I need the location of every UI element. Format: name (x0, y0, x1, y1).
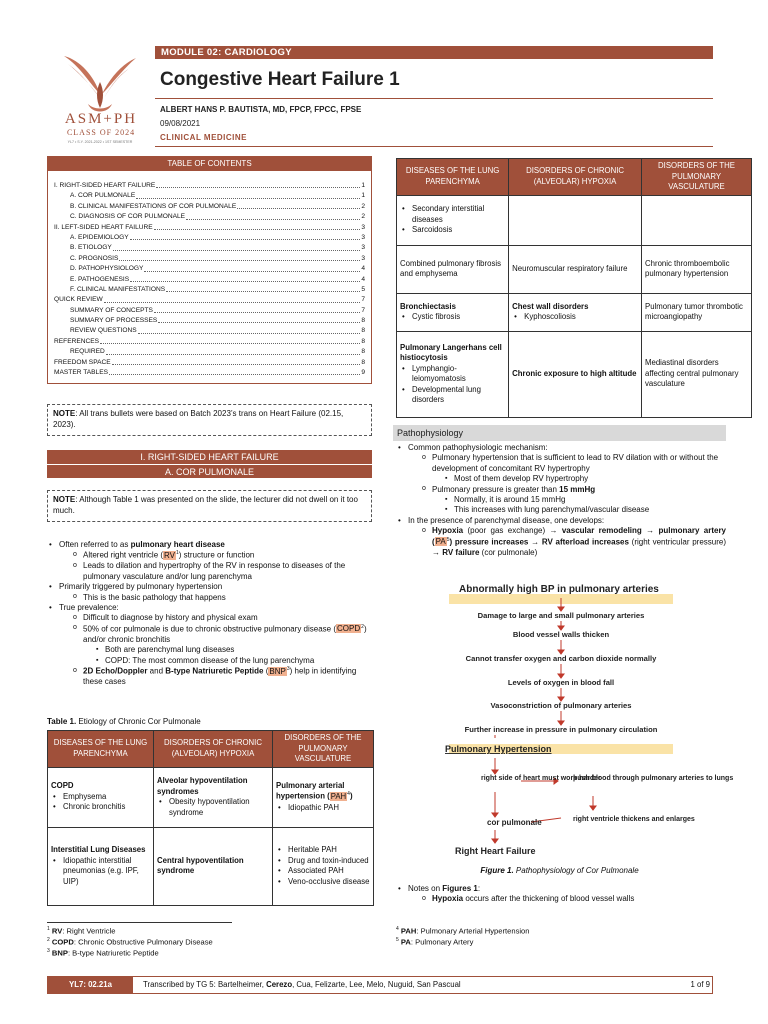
table-row (397, 293, 752, 331)
table-cell: Pulmonary Langerhans cell histiocytosis • Lymphangio-leiomyomatosis • Developmental lung disorders (397, 331, 509, 417)
toc-leader (154, 306, 360, 313)
toc-entry[interactable] (54, 254, 365, 264)
figure-ph-label: Pulmonary Hypertension (445, 744, 552, 754)
footnote: $^4$ PAH: Pulmonary Arterial Hypertension (396, 926, 530, 936)
toc-label: SUMMARY OF CONCEPTS (70, 306, 153, 314)
figure-step: Blood vessel walls thicken (512, 630, 610, 639)
list-item: o 2D Echo/Doppler and B-type Natriuretic Peptide (BNP$^3$) help in identifying these cases (71, 666, 372, 687)
transcribers: Transcribed by TG 5: Bartelheimer, Cerezo, Cua, Felizarte, Lee, Melo, Nuguid, San Pascual (143, 980, 461, 989)
table-cell: Neuromuscular respiratory failure (509, 245, 642, 293)
list-item: • Common pathophysiologic mechanism: o Pulmonary hypertension that is sufficient to lead to RV dilation with or without the development of concomitant RV hypertrophy ▪ Most of them develop RV hypertrophy o Pulmonary pressure is greater than 15 mmHg ▪ Normally, it is around 15 mmHg ▪ This increases with lung parenchymal/vascular disease (396, 443, 726, 516)
toc-page: 3 (361, 233, 365, 241)
figure-step: Damage to large and small pulmonary arteries (477, 611, 645, 620)
list-item: • True prevalence: o Difficult to diagnose by history and physical exam o 50% of cor pulmonale is due to chronic obstructive pulmonary disease (COPD$^2$) and/or chronic bronchitis ▪ Both are parenchymal lung diseases ▪ COPD: The most common disease of the lung parenchyma o 2D Echo/Doppler and B-type Natriuretic Peptide (BNP$^3$) help in identifying these cases (47, 603, 372, 687)
list-item: ▪ Most of them develop RV hypertrophy (444, 474, 726, 484)
column-header: DISORDERS OF CHRONIC (ALVEOLAR) HYPOXIA (509, 159, 642, 196)
toc-leader (166, 285, 360, 292)
toc-leader (119, 254, 360, 261)
footnote: $^3$ BNP: B-type Natriuretic Peptide (47, 948, 159, 958)
flowchart-diagram (443, 578, 734, 863)
abbr-highlight: PA (435, 537, 446, 547)
toc-entry[interactable] (54, 191, 365, 201)
table-cell (509, 195, 642, 245)
toc-leader (112, 358, 361, 365)
page-number: 1 of 9 (690, 980, 710, 989)
table-row (397, 331, 752, 417)
table-cell: Chest wall disorders • Kyphoscoliosis (509, 293, 642, 331)
list-item: • In the presence of parenchymal disease, one develops: o Hypoxia (poor gas exchange) → vascular remodeling → pulmonary artery $(PA^5)$ pressure increases → RV afterload increases (right ventricular pressure) → RV failure (cor pulmonale) (396, 516, 726, 558)
toc-leader (104, 295, 361, 302)
toc-leader (113, 243, 361, 250)
toc-label: C. DIAGNOSIS OF COR PULMONALE (70, 213, 186, 221)
toc-entry[interactable] (54, 295, 365, 305)
toc-leader (186, 212, 360, 219)
section-banner (47, 450, 372, 478)
table-cell: Mediastinal disorders affecting central pulmonary vasculature (642, 331, 752, 417)
toc-page: 8 (361, 348, 365, 356)
pathophysiology-bullets (396, 443, 726, 558)
footnote: $^2$ COPD: Chronic Obstructive Pulmonary Disease (47, 937, 213, 947)
toc-entry[interactable] (54, 337, 365, 347)
header-divider (155, 146, 713, 147)
table-caption: Table 1. Etiology of Chronic Cor Pulmonale (47, 717, 201, 726)
note-text: : Although Table 1 was presented on the slide, the lecturer did not dwell on it too much. (53, 495, 358, 515)
toc-entry[interactable] (54, 358, 365, 368)
toc-entry[interactable] (54, 306, 365, 316)
figure-step: Further increase in pressure in pulmonary circulation (464, 725, 658, 734)
toc-page: 4 (361, 275, 365, 283)
table-row (48, 827, 374, 905)
abbr-highlight: RV (164, 551, 175, 561)
toc-list (48, 171, 371, 378)
toc-entry[interactable] (54, 347, 365, 357)
toc-page: 7 (361, 306, 365, 314)
table-cell (642, 195, 752, 245)
etiology-table-part2 (396, 158, 752, 418)
list-item: • Notes on Figures 1: o Hypoxia occurs after the thickening of blood vessel walls (396, 884, 726, 905)
section-subtitle: A. COR PULMONALE (47, 464, 372, 478)
toc-page: 8 (361, 327, 365, 335)
logo-class: CLASS OF 2024 (66, 128, 136, 137)
column-header: DISEASES OF THE LUNG PARENCHYMA (397, 159, 509, 196)
section-title: I. RIGHT-SIDED HEART FAILURE (140, 452, 279, 462)
footnotes-left (47, 926, 372, 959)
abbr-highlight: COPD (337, 624, 361, 634)
toc-entry[interactable] (54, 243, 365, 253)
toc-entry[interactable] (54, 275, 365, 285)
table-row (48, 767, 374, 827)
list-item: o This is the basic pathology that happens (71, 593, 372, 603)
toc-entry[interactable] (54, 233, 365, 243)
table-cell: Chronic thromboembolic pulmonary hypertension (642, 245, 752, 293)
toc-label: II. LEFT-SIDED HEART FAILURE (54, 223, 153, 231)
toc-leader (106, 347, 361, 354)
table-cell: Central hypoventilation syndrome (154, 827, 273, 905)
column-header: DISORDERS OF CHRONIC (ALVEOLAR) HYPOXIA (154, 731, 273, 768)
toc-leader (138, 326, 361, 333)
toc-label: SUMMARY OF PROCESSES (70, 317, 158, 325)
toc-entry[interactable] (54, 264, 365, 274)
list-item: o Difficult to diagnose by history and physical exam (71, 613, 372, 623)
column-header: DISORDERS OF THE PULMONARY VASCULATURE (273, 731, 374, 768)
figure-rhf-label: Right Heart Failure (455, 846, 536, 856)
toc-entry[interactable] (54, 212, 365, 222)
figure-text: push blood through pulmonary arteries to lungs (573, 775, 734, 782)
table-cell: Pulmonary arterial hypertension (PAH$^4$) • Idiopathic PAH (273, 767, 374, 827)
toc-label: QUICK REVIEW (54, 296, 103, 304)
toc-heading: TABLE OF CONTENTS (48, 157, 371, 171)
department-label: CLINICAL MEDICINE (160, 133, 248, 142)
toc-leader (109, 368, 360, 375)
figure-cor-label: cor pulmonale (487, 818, 542, 827)
module-banner: MODULE 02: CARDIOLOGY (155, 46, 713, 59)
toc-label: I. RIGHT-SIDED HEART FAILURE (54, 182, 156, 189)
figure-step: Vasoconstriction of pulmonary arteries (490, 701, 632, 710)
list-item: ▪ COPD: The most common disease of the lung parenchyma (95, 656, 372, 666)
batch-note (47, 404, 372, 436)
toc-page: 8 (361, 317, 365, 325)
toc-label: REFERENCES (54, 337, 100, 345)
logo-wordmark: ASM+PH (64, 111, 138, 127)
toc-label: FREEDOM SPACE (54, 358, 111, 366)
list-item: o Hypoxia occurs after the thickening of blood vessel walls (420, 894, 726, 904)
column-header: DISORDERS OF THE PULMONARY VASCULATURE (642, 159, 752, 196)
toc-leader (156, 181, 360, 188)
toc-page: 1 (361, 192, 365, 200)
toc-entry[interactable] (54, 326, 365, 336)
toc-label: B. CLINICAL MANIFESTATIONS OF COR PULMONALE (70, 202, 237, 210)
subsection-heading: Pathophysiology (393, 425, 726, 441)
list-item: • Often referred to as pulmonary heart disease o Altered right ventricle $(RV^1)$ structure or function o Leads to dilation and hypertrophy of the RV in response to diseases of the pulmonary vasculature and/or lung parenchyma (47, 540, 372, 582)
title-divider (155, 98, 713, 99)
table-cell: COPD • Emphysema • Chronic bronchitis (48, 767, 154, 827)
table-cell: Alveolar hypoventilation syndromes • Obesity hypoventilation syndrome (154, 767, 273, 827)
toc-label: F. CLINICAL MANIFESTATIONS (70, 285, 166, 293)
toc-leader (136, 191, 360, 198)
figure-text: right ventricle thickens and enlarges (573, 816, 695, 823)
list-item: o Pulmonary hypertension that is sufficient to lead to RV dilation with or without the development of concomitant RV hypertrophy ▪ Most of them develop RV hypertrophy (420, 453, 726, 484)
table-cell: Combined pulmonary fibrosis and emphysema (397, 245, 509, 293)
toc-page: 2 (361, 202, 365, 210)
pathophysiology-figure (443, 578, 734, 863)
toc-leader (237, 202, 360, 209)
toc-page: 7 (361, 296, 365, 304)
page-title: Congestive Heart Failure 1 (160, 69, 400, 90)
toc-label: A. COR PULMONALE (70, 192, 136, 200)
toc-label: C. PROGNOSIS (70, 254, 119, 262)
toc-leader (130, 233, 361, 240)
asmph-logo (50, 44, 150, 152)
table-row (397, 195, 752, 245)
table-cell: • Secondary interstitial diseases • Sarcoidosis (397, 195, 509, 245)
list-item: o Pulmonary pressure is greater than 15 mmHg ▪ Normally, it is around 15 mmHg ▪ This increases with lung parenchymal/vascular disease (420, 485, 726, 516)
toc-leader (144, 264, 360, 271)
note-label: NOTE (53, 409, 76, 418)
table-cell: Interstitial Lung Diseases • Idiopathic interstitial pneumonias (e.g. IPF, UIP) (48, 827, 154, 905)
list-item: • Primarily triggered by pulmonary hypertension o This is the basic pathology that happens (47, 582, 372, 603)
list-item: o Altered right ventricle $(RV^1)$ structure or function (71, 550, 372, 561)
list-item: ▪ Normally, it is around 15 mmHg (444, 495, 726, 505)
list-item: o Hypoxia (poor gas exchange) → vascular remodeling → pulmonary artery $(PA^5)$ pressure increases → RV afterload increases (right ventricular pressure) → RV failure (cor pulmonale) (420, 526, 726, 558)
figure-caption: Figure 1. Pathophysiology of Cor Pulmonale (480, 866, 639, 875)
figure-title: Abnormally high BP in pulmonary arteries (459, 584, 659, 595)
lecture-date: 09/08/2021 (160, 119, 201, 128)
toc-page: 5 (361, 285, 365, 293)
toc-label: REVIEW QUESTIONS (70, 327, 137, 335)
toc-entry[interactable] (54, 285, 365, 295)
author-name: ALBERT HANS P. BAUTISTA, MD, FPCP, FPCC, FPSE (160, 105, 362, 114)
figure-step: Cannot transfer oxygen and carbon dioxide normally (465, 654, 657, 663)
footnotes-right (396, 926, 726, 948)
figure-text: right side of heart must work harder (481, 775, 601, 782)
course-tag: YL7: 02.21a (48, 977, 133, 993)
toc-page: 9 (361, 369, 365, 377)
note-label: NOTE (53, 495, 76, 504)
table-cell: Bronchiectasis • Cystic fibrosis (397, 293, 509, 331)
list-item: ▪ This increases with lung parenchymal/vascular disease (444, 505, 726, 515)
toc-leader (130, 275, 360, 282)
toc-page: 3 (361, 223, 365, 231)
toc-page: 1 (361, 182, 365, 189)
abbr-highlight: BNP (269, 666, 286, 676)
abbr-highlight: PAH (330, 792, 347, 802)
table-of-contents (47, 156, 372, 384)
toc-entry[interactable] (54, 202, 365, 212)
column-header: DISEASES OF THE LUNG PARENCHYMA (48, 731, 154, 768)
toc-label: D. PATHOPHYSIOLOGY (70, 265, 144, 273)
toc-entry[interactable] (54, 368, 365, 378)
toc-label: E. PATHOGENESIS (70, 275, 130, 283)
table-cell: • Heritable PAH • Drug and toxin-induced • Associated PAH • Veno-occlusive disease (273, 827, 374, 905)
toc-page: 8 (361, 358, 365, 366)
toc-page: 3 (361, 244, 365, 252)
toc-page: 3 (361, 254, 365, 262)
footnote: $^5$ PA: Pulmonary Artery (396, 937, 474, 947)
logo-tagline: YL7 • S.Y. 2021-2022 • 1ST SEMESTER (67, 140, 133, 144)
toc-label: REQUIRED (70, 348, 105, 356)
toc-page: 4 (361, 265, 365, 273)
cor-pulmonale-bullets (47, 540, 372, 687)
toc-label: MASTER TABLES (54, 369, 108, 377)
toc-entry[interactable] (54, 223, 365, 233)
figure-notes (396, 884, 726, 905)
table-row (397, 245, 752, 293)
note-text: : All trans bullets were based on Batch 2023’s trans on Heart Failure (02.15, 2023). (53, 409, 344, 429)
toc-label: A. EPIDEMIOLOGY (70, 233, 129, 241)
footnote-divider (47, 922, 232, 923)
toc-page: 2 (361, 213, 365, 221)
toc-leader (158, 316, 360, 323)
toc-entry[interactable] (54, 316, 365, 326)
figure-step: Levels of oxygen in blood fall (507, 678, 615, 687)
table-note (47, 490, 372, 522)
toc-label: B. ETIOLOGY (70, 244, 112, 252)
table-cell: Chronic exposure to high altitude (509, 331, 642, 417)
list-item: o Leads to dilation and hypertrophy of the RV in response to diseases of the pulmonary vasculature and/or lung parenchyma (71, 561, 372, 582)
list-item: ▪ Both are parenchymal lung diseases (95, 645, 372, 655)
page-footer (47, 976, 713, 994)
list-item: o 50% of cor pulmonale is due to chronic obstructive pulmonary disease (COPD$^2$) and/or chronic bronchitis ▪ Both are parenchymal lung diseases ▪ COPD: The most common disease of the lung parenchyma (71, 624, 372, 666)
toc-leader (154, 223, 361, 230)
toc-leader (100, 337, 360, 344)
toc-entry[interactable] (54, 181, 365, 191)
footnote: $^1$ RV: Right Ventricle (47, 926, 116, 936)
toc-page: 8 (361, 337, 365, 345)
table-cell: Pulmonary tumor thrombotic microangiopathy (642, 293, 752, 331)
etiology-table-part1 (47, 730, 373, 906)
